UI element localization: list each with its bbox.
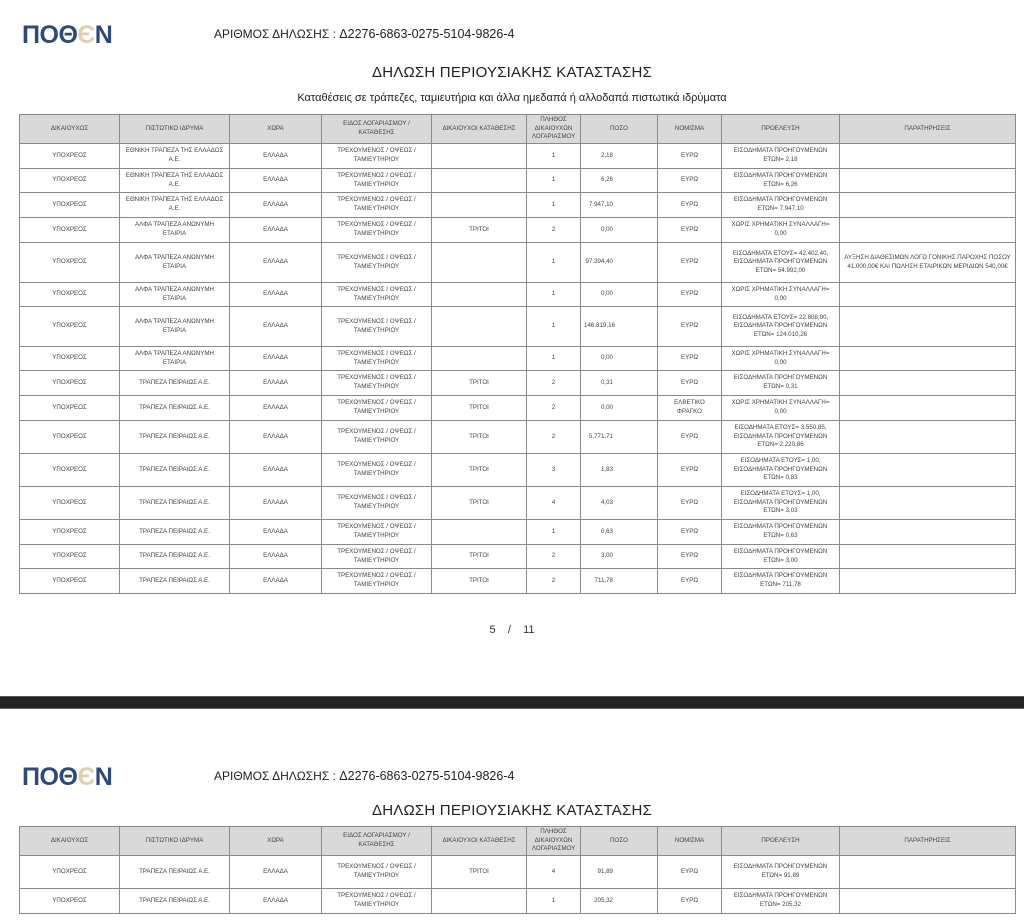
cell-amount: 3,00: [581, 545, 658, 569]
cell-credit-institution: ΑΛΦΑ ΤΡΑΠΕΖΑ ΑΝΩΝΥΜΗ ΕΤΑΙΡΙΑ: [120, 243, 230, 283]
cell-remarks: [840, 545, 1016, 569]
cell-account-type: ΤΡΕΧΟΥΜΕΝΟΣ / ΟΨΕΩΣ / ΤΑΜΙΕΥΤΗΡΙΟΥ: [322, 545, 432, 569]
cell-beneficiaries-count: 2: [527, 421, 581, 454]
table-row: [20, 569, 1016, 594]
pdf-page-6: [0, 709, 1024, 923]
table-row: [20, 520, 1016, 545]
cell-beneficiaries-count: 1: [527, 889, 581, 914]
cell-country: ΕΛΛΑΔΑ: [230, 371, 322, 396]
cell-amount: 0,00: [581, 396, 658, 421]
cell-remarks: [840, 454, 1016, 487]
cell-country: ΕΛΛΑΔΑ: [230, 193, 322, 218]
cell-account-type: ΤΡΕΧΟΥΜΕΝΟΣ / ΟΨΕΩΣ / ΤΑΜΙΕΥΤΗΡΙΟΥ: [322, 889, 432, 914]
declaration-number-line: [214, 27, 514, 41]
cell-account-type: ΤΡΕΧΟΥΜΕΝΟΣ / ΟΨΕΩΣ / ΤΑΜΙΕΥΤΗΡΙΟΥ: [322, 218, 432, 243]
cell-account-type: ΤΡΕΧΟΥΜΕΝΟΣ / ΟΨΕΩΣ / ΤΑΜΙΕΥΤΗΡΙΟΥ: [322, 520, 432, 545]
cell-remarks: [840, 569, 1016, 594]
cell-credit-institution: ΤΡΑΠΕΖΑ ΠΕΙΡΑΙΩΣ Α.Ε.: [120, 487, 230, 520]
cell-country: ΕΛΛΑΔΑ: [230, 856, 322, 889]
column-header-remarks: ΠΑΡΑΤΗΡΗΣΕΙΣ: [840, 827, 1016, 856]
declaration-label: ΑΡΙΘΜΟΣ ΔΗΛΩΣΗΣ :: [214, 769, 336, 783]
cell-beneficiary: ΥΠΟΧΡΕΟΣ: [20, 421, 120, 454]
column-header-beneficiaries-count: ΠΛΗΘΟΣ ΔΙΚΑΙΟΥΧΩΝ ΛΟΓΑΡΙΑΣΜΟΥ: [527, 115, 581, 144]
cell-beneficiary: ΥΠΟΧΡΕΟΣ: [20, 569, 120, 594]
cell-remarks: [840, 193, 1016, 218]
cell-deposit-beneficiaries: ΤΡΙΤΟΙ: [432, 487, 527, 520]
cell-amount: 205,32: [581, 889, 658, 914]
column-header-credit-institution: ΠΙΣΤΩΤΙΚΟ ΙΔΡΥΜΑ: [120, 827, 230, 856]
cell-beneficiary: ΥΠΟΧΡΕΟΣ: [20, 243, 120, 283]
column-header-beneficiary: ΔΙΚΑΙΟΥΧΟΣ: [20, 827, 120, 856]
cell-credit-institution: ΤΡΑΠΕΖΑ ΠΕΙΡΑΙΩΣ Α.Ε.: [120, 520, 230, 545]
table-row: [20, 454, 1016, 487]
cell-amount: 0,00: [581, 218, 658, 243]
cell-amount: 146.819,16: [581, 307, 658, 347]
cell-origin: ΕΙΣΟΔΗΜΑΤΑ ΠΡΟΗΓΟΥΜΕΝΩΝ ΕΤΩΝ= 7.947,10: [722, 193, 840, 218]
column-header-currency: ΝΟΜΙΣΜΑ: [658, 827, 722, 856]
table-row: [20, 889, 1016, 914]
column-header-remarks: ΠΑΡΑΤΗΡΗΣΕΙΣ: [840, 115, 1016, 144]
declaration-number: Δ2276-6863-0275-5104-9826-4: [339, 769, 515, 783]
cell-account-type: ΤΡΕΧΟΥΜΕΝΟΣ / ΟΨΕΩΣ / ΤΑΜΙΕΥΤΗΡΙΟΥ: [322, 371, 432, 396]
cell-country: ΕΛΛΑΔΑ: [230, 218, 322, 243]
cell-remarks: [840, 520, 1016, 545]
cell-account-type: ΤΡΕΧΟΥΜΕΝΟΣ / ΟΨΕΩΣ / ΤΑΜΙΕΥΤΗΡΙΟΥ: [322, 856, 432, 889]
cell-account-type: ΤΡΕΧΟΥΜΕΝΟΣ / ΟΨΕΩΣ / ΤΑΜΙΕΥΤΗΡΙΟΥ: [322, 283, 432, 307]
cell-credit-institution: ΕΘΝΙΚΗ ΤΡΑΠΕΖΑ ΤΗΣ ΕΛΛΑΔΟΣ Α.Ε.: [120, 144, 230, 169]
current-page: 5: [489, 624, 496, 636]
table-row: [20, 396, 1016, 421]
table-header-row: [20, 115, 1016, 144]
cell-amount: 5.771,71: [581, 421, 658, 454]
cell-amount: 2,18: [581, 144, 658, 169]
cell-deposit-beneficiaries: ΤΡΙΤΟΙ: [432, 421, 527, 454]
cell-credit-institution: ΑΛΦΑ ΤΡΑΠΕΖΑ ΑΝΩΝΥΜΗ ΕΤΑΙΡΙΑ: [120, 347, 230, 371]
cell-deposit-beneficiaries: [432, 889, 527, 914]
cell-beneficiary: ΥΠΟΧΡΕΟΣ: [20, 396, 120, 421]
cell-currency: ΕΥΡΩ: [658, 454, 722, 487]
cell-account-type: ΤΡΕΧΟΥΜΕΝΟΣ / ΟΨΕΩΣ / ΤΑΜΙΕΥΤΗΡΙΟΥ: [322, 487, 432, 520]
cell-deposit-beneficiaries: ΤΡΙΤΟΙ: [432, 396, 527, 421]
cell-remarks: [840, 889, 1016, 914]
column-header-beneficiary: ΔΙΚΑΙΟΥΧΟΣ: [20, 115, 120, 144]
cell-deposit-beneficiaries: ΤΡΙΤΟΙ: [432, 218, 527, 243]
column-header-country: ΧΩΡΑ: [230, 115, 322, 144]
cell-origin: ΧΩΡΙΣ ΧΡΗΜΑΤΙΚΗ ΣΥΝΑΛΛΑΓΗ= 0,00: [722, 347, 840, 371]
cell-deposit-beneficiaries: ΤΡΙΤΟΙ: [432, 454, 527, 487]
cell-beneficiary: ΥΠΟΧΡΕΟΣ: [20, 144, 120, 169]
cell-origin: ΕΙΣΟΔΗΜΑΤΑ ΕΤΟΥΣ= 22.808,90, ΕΙΣΟΔΗΜΑΤΑ ΠΡΟΗΓΟΥΜΕΝΩΝ ΕΤΩΝ= 124.010,26: [722, 307, 840, 347]
column-header-origin: ΠΡΟΕΛΕΥΣΗ: [722, 115, 840, 144]
table-row: [20, 144, 1016, 169]
cell-deposit-beneficiaries: [432, 347, 527, 371]
cell-remarks: [840, 218, 1016, 243]
cell-origin: ΕΙΣΟΔΗΜΑΤΑ ΠΡΟΗΓΟΥΜΕΝΩΝ ΕΤΩΝ= 6,26: [722, 169, 840, 193]
cell-origin: ΕΙΣΟΔΗΜΑΤΑ ΠΡΟΗΓΟΥΜΕΝΩΝ ΕΤΩΝ= 3,00: [722, 545, 840, 569]
cell-credit-institution: ΑΛΦΑ ΤΡΑΠΕΖΑ ΑΝΩΝΥΜΗ ΕΤΑΙΡΙΑ: [120, 307, 230, 347]
cell-amount: 711,78: [581, 569, 658, 594]
cell-country: ΕΛΛΑΔΑ: [230, 569, 322, 594]
cell-remarks: [840, 487, 1016, 520]
table-row: [20, 169, 1016, 193]
declaration-label: ΑΡΙΘΜΟΣ ΔΗΛΩΣΗΣ :: [214, 27, 336, 41]
cell-beneficiary: ΥΠΟΧΡΕΟΣ: [20, 856, 120, 889]
cell-amount: 7.947,10: [581, 193, 658, 218]
deposits-table: [19, 826, 1016, 914]
table-row: [20, 856, 1016, 889]
cell-amount: 1,83: [581, 454, 658, 487]
cell-currency: ΕΥΡΩ: [658, 144, 722, 169]
cell-currency: ΕΥΡΩ: [658, 545, 722, 569]
cell-beneficiary: ΥΠΟΧΡΕΟΣ: [20, 347, 120, 371]
cell-credit-institution: ΤΡΑΠΕΖΑ ΠΕΙΡΑΙΩΣ Α.Ε.: [120, 421, 230, 454]
cell-amount: 6,26: [581, 169, 658, 193]
cell-beneficiaries-count: 1: [527, 347, 581, 371]
cell-deposit-beneficiaries: [432, 169, 527, 193]
cell-account-type: ΤΡΕΧΟΥΜΕΝΟΣ / ΟΨΕΩΣ / ΤΑΜΙΕΥΤΗΡΙΟΥ: [322, 347, 432, 371]
cell-origin: ΕΙΣΟΔΗΜΑΤΑ ΕΤΟΥΣ= 42.402,40, ΕΙΣΟΔΗΜΑΤΑ ΠΡΟΗΓΟΥΜΕΝΩΝ ΕΤΩΝ= 54.992,00: [722, 243, 840, 283]
table-row: [20, 193, 1016, 218]
page-break-divider: [0, 696, 1024, 709]
cell-country: ΕΛΛΑΔΑ: [230, 545, 322, 569]
table-row: [20, 243, 1016, 283]
cell-beneficiary: ΥΠΟΧΡΕΟΣ: [20, 545, 120, 569]
cell-beneficiaries-count: 1: [527, 169, 581, 193]
cell-remarks: [840, 169, 1016, 193]
cell-origin: ΕΙΣΟΔΗΜΑΤΑ ΠΡΟΗΓΟΥΜΕΝΩΝ ΕΤΩΝ= 2,18: [722, 144, 840, 169]
cell-deposit-beneficiaries: [432, 307, 527, 347]
cell-origin: ΕΙΣΟΔΗΜΑΤΑ ΕΤΟΥΣ= 1,00, ΕΙΣΟΔΗΜΑΤΑ ΠΡΟΗΓΟΥΜΕΝΩΝ ΕΤΩΝ= 3,03: [722, 487, 840, 520]
table-row: [20, 218, 1016, 243]
cell-beneficiaries-count: 3: [527, 454, 581, 487]
cell-beneficiaries-count: 1: [527, 307, 581, 347]
table-row: [20, 487, 1016, 520]
cell-country: ΕΛΛΑΔΑ: [230, 454, 322, 487]
table-header-row: [20, 827, 1016, 856]
cell-remarks: [840, 283, 1016, 307]
cell-remarks: [840, 396, 1016, 421]
total-pages: 11: [523, 624, 535, 636]
cell-currency: ΕΥΡΩ: [658, 856, 722, 889]
cell-amount: 91,89: [581, 856, 658, 889]
cell-beneficiary: ΥΠΟΧΡΕΟΣ: [20, 169, 120, 193]
column-header-amount: ΠΟΣΟ: [581, 827, 658, 856]
declaration-number-line: [214, 769, 514, 783]
cell-beneficiaries-count: 2: [527, 371, 581, 396]
cell-country: ΕΛΛΑΔΑ: [230, 283, 322, 307]
cell-currency: ΕΥΡΩ: [658, 569, 722, 594]
table-body: [20, 856, 1016, 914]
cell-account-type: ΤΡΕΧΟΥΜΕΝΟΣ / ΟΨΕΩΣ / ΤΑΜΙΕΥΤΗΡΙΟΥ: [322, 144, 432, 169]
column-header-country: ΧΩΡΑ: [230, 827, 322, 856]
cell-beneficiary: ΥΠΟΧΡΕΟΣ: [20, 371, 120, 396]
section-subtitle: Καταθέσεις σε τράπεζες, ταμιευτήρια και άλλα ημεδαπά ή αλλοδαπά πιστωτικά ιδρύματα: [297, 92, 727, 104]
cell-credit-institution: ΤΡΑΠΕΖΑ ΠΕΙΡΑΙΩΣ Α.Ε.: [120, 396, 230, 421]
cell-credit-institution: ΤΡΑΠΕΖΑ ΠΕΙΡΑΙΩΣ Α.Ε.: [120, 856, 230, 889]
table-row: [20, 283, 1016, 307]
cell-origin: ΕΙΣΟΔΗΜΑΤΑ ΠΡΟΗΓΟΥΜΕΝΩΝ ΕΤΩΝ= 0,63: [722, 520, 840, 545]
cell-credit-institution: ΤΡΑΠΕΖΑ ΠΕΙΡΑΙΩΣ Α.Ε.: [120, 454, 230, 487]
cell-beneficiaries-count: 2: [527, 396, 581, 421]
cell-origin: ΕΙΣΟΔΗΜΑΤΑ ΕΤΟΥΣ= 3.550,85, ΕΙΣΟΔΗΜΑΤΑ ΠΡΟΗΓΟΥΜΕΝΩΝ ΕΤΩΝ= 2.220,86: [722, 421, 840, 454]
cell-beneficiary: ΥΠΟΧΡΕΟΣ: [20, 218, 120, 243]
cell-beneficiary: ΥΠΟΧΡΕΟΣ: [20, 193, 120, 218]
cell-amount: 0,31: [581, 371, 658, 396]
cell-beneficiaries-count: 4: [527, 487, 581, 520]
cell-credit-institution: ΑΛΦΑ ΤΡΑΠΕΖΑ ΑΝΩΝΥΜΗ ΕΤΑΙΡΙΑ: [120, 218, 230, 243]
cell-country: ΕΛΛΑΔΑ: [230, 889, 322, 914]
cell-beneficiary: ΥΠΟΧΡΕΟΣ: [20, 520, 120, 545]
cell-origin: ΧΩΡΙΣ ΧΡΗΜΑΤΙΚΗ ΣΥΝΑΛΛΑΓΗ= 0,00: [722, 283, 840, 307]
cell-country: ΕΛΛΑΔΑ: [230, 169, 322, 193]
cell-beneficiaries-count: 2: [527, 545, 581, 569]
cell-remarks: [840, 144, 1016, 169]
cell-account-type: ΤΡΕΧΟΥΜΕΝΟΣ / ΟΨΕΩΣ / ΤΑΜΙΕΥΤΗΡΙΟΥ: [322, 396, 432, 421]
cell-remarks: ΑΥΞΗΣΗ ΔΙΑΘΕΣΙΜΩΝ ΛΟΓΩ ΓΟΝΙΚΗΣ ΠΑΡΟΧΗΣ ΠΟΣΟΥ 41.000,00€ ΚΑΙ ΠΩΛΗΣΗ ΕΤΑΙΡΙΚΩΝ ΜΕΡΙΔΙΩΝ 540,00€: [840, 243, 1016, 283]
table-row: [20, 347, 1016, 371]
cell-currency: ΕΥΡΩ: [658, 421, 722, 454]
table-body: [20, 144, 1016, 594]
cell-beneficiaries-count: 4: [527, 856, 581, 889]
cell-amount: 0,00: [581, 347, 658, 371]
cell-remarks: [840, 421, 1016, 454]
column-header-currency: ΝΟΜΙΣΜΑ: [658, 115, 722, 144]
cell-remarks: [840, 371, 1016, 396]
cell-country: ΕΛΛΑΔΑ: [230, 347, 322, 371]
page-title: ΔΗΛΩΣΗ ΠΕΡΙΟΥΣΙΑΚΗΣ ΚΑΤΑΣΤΑΣΗΣ: [372, 64, 652, 81]
deposits-table: [19, 114, 1016, 594]
cell-deposit-beneficiaries: [432, 144, 527, 169]
cell-amount: 4,03: [581, 487, 658, 520]
cell-country: ΕΛΛΑΔΑ: [230, 487, 322, 520]
cell-deposit-beneficiaries: ΤΡΙΤΟΙ: [432, 545, 527, 569]
cell-credit-institution: ΕΘΝΙΚΗ ΤΡΑΠΕΖΑ ΤΗΣ ΕΛΛΑΔΟΣ Α.Ε.: [120, 193, 230, 218]
column-header-deposit-beneficiaries: ΔΙΚΑΙΟΥΧΟΙ ΚΑΤΑΘΕΣΗΣ: [432, 827, 527, 856]
column-header-amount: ΠΟΣΟ: [581, 115, 658, 144]
cell-beneficiaries-count: 1: [527, 243, 581, 283]
cell-beneficiaries-count: 2: [527, 569, 581, 594]
pothen-logo: ΠΟΘЄΝ: [22, 21, 113, 49]
cell-beneficiary: ΥΠΟΧΡΕΟΣ: [20, 487, 120, 520]
table-row: [20, 545, 1016, 569]
cell-credit-institution: ΤΡΑΠΕΖΑ ΠΕΙΡΑΙΩΣ Α.Ε.: [120, 371, 230, 396]
declaration-number: Δ2276-6863-0275-5104-9826-4: [339, 27, 515, 41]
cell-account-type: ΤΡΕΧΟΥΜΕΝΟΣ / ΟΨΕΩΣ / ΤΑΜΙΕΥΤΗΡΙΟΥ: [322, 454, 432, 487]
cell-origin: ΕΙΣΟΔΗΜΑΤΑ ΠΡΟΗΓΟΥΜΕΝΩΝ ΕΤΩΝ= 91,89: [722, 856, 840, 889]
cell-currency: ΕΥΡΩ: [658, 169, 722, 193]
cell-currency: ΕΥΡΩ: [658, 520, 722, 545]
cell-beneficiaries-count: 2: [527, 218, 581, 243]
cell-deposit-beneficiaries: [432, 283, 527, 307]
cell-beneficiaries-count: 1: [527, 283, 581, 307]
cell-deposit-beneficiaries: ΤΡΙΤΟΙ: [432, 569, 527, 594]
cell-country: ΕΛΛΑΔΑ: [230, 243, 322, 283]
cell-origin: ΧΩΡΙΣ ΧΡΗΜΑΤΙΚΗ ΣΥΝΑΛΛΑΓΗ= 0,00: [722, 218, 840, 243]
cell-amount: 0,63: [581, 520, 658, 545]
cell-beneficiary: ΥΠΟΧΡΕΟΣ: [20, 283, 120, 307]
cell-deposit-beneficiaries: ΤΡΙΤΟΙ: [432, 856, 527, 889]
cell-deposit-beneficiaries: [432, 520, 527, 545]
column-header-deposit-beneficiaries: ΔΙΚΑΙΟΥΧΟΙ ΚΑΤΑΘΕΣΗΣ: [432, 115, 527, 144]
cell-credit-institution: ΤΡΑΠΕΖΑ ΠΕΙΡΑΙΩΣ Α.Ε.: [120, 569, 230, 594]
cell-origin: ΕΙΣΟΔΗΜΑΤΑ ΕΤΟΥΣ= 1,00, ΕΙΣΟΔΗΜΑΤΑ ΠΡΟΗΓΟΥΜΕΝΩΝ ΕΤΩΝ= 0,83: [722, 454, 840, 487]
cell-currency: ΕΥΡΩ: [658, 487, 722, 520]
cell-deposit-beneficiaries: ΤΡΙΤΟΙ: [432, 371, 527, 396]
cell-country: ΕΛΛΑΔΑ: [230, 396, 322, 421]
cell-country: ΕΛΛΑΔΑ: [230, 520, 322, 545]
cell-remarks: [840, 856, 1016, 889]
page-title: ΔΗΛΩΣΗ ΠΕΡΙΟΥΣΙΑΚΗΣ ΚΑΤΑΣΤΑΣΗΣ: [372, 802, 652, 819]
cell-beneficiaries-count: 1: [527, 144, 581, 169]
cell-currency: ΕΥΡΩ: [658, 193, 722, 218]
cell-currency: ΕΥΡΩ: [658, 307, 722, 347]
cell-beneficiaries-count: 1: [527, 193, 581, 218]
cell-account-type: ΤΡΕΧΟΥΜΕΝΟΣ / ΟΨΕΩΣ / ΤΑΜΙΕΥΤΗΡΙΟΥ: [322, 243, 432, 283]
cell-currency: ΕΥΡΩ: [658, 218, 722, 243]
column-header-beneficiaries-count: ΠΛΗΘΟΣ ΔΙΚΑΙΟΥΧΩΝ ΛΟΓΑΡΙΑΣΜΟΥ: [527, 827, 581, 856]
cell-currency: ΕΥΡΩ: [658, 347, 722, 371]
cell-account-type: ΤΡΕΧΟΥΜΕΝΟΣ / ΟΨΕΩΣ / ΤΑΜΙΕΥΤΗΡΙΟΥ: [322, 569, 432, 594]
column-header-origin: ΠΡΟΕΛΕΥΣΗ: [722, 827, 840, 856]
cell-amount: 0,00: [581, 283, 658, 307]
cell-credit-institution: ΑΛΦΑ ΤΡΑΠΕΖΑ ΑΝΩΝΥΜΗ ΕΤΑΙΡΙΑ: [120, 283, 230, 307]
cell-origin: ΕΙΣΟΔΗΜΑΤΑ ΠΡΟΗΓΟΥΜΕΝΩΝ ΕΤΩΝ= 205,32: [722, 889, 840, 914]
cell-credit-institution: ΤΡΑΠΕΖΑ ΠΕΙΡΑΙΩΣ Α.Ε.: [120, 545, 230, 569]
cell-account-type: ΤΡΕΧΟΥΜΕΝΟΣ / ΟΨΕΩΣ / ΤΑΜΙΕΥΤΗΡΙΟΥ: [322, 169, 432, 193]
cell-deposit-beneficiaries: [432, 243, 527, 283]
cell-currency: ΕΥΡΩ: [658, 371, 722, 396]
cell-beneficiary: ΥΠΟΧΡΕΟΣ: [20, 454, 120, 487]
cell-currency: ΕΛΒΕΤΙΚΟ ΦΡΑΓΚΟ: [658, 396, 722, 421]
cell-origin: ΕΙΣΟΔΗΜΑΤΑ ΠΡΟΗΓΟΥΜΕΝΩΝ ΕΤΩΝ= 0,31: [722, 371, 840, 396]
cell-beneficiary: ΥΠΟΧΡΕΟΣ: [20, 889, 120, 914]
table-row: [20, 421, 1016, 454]
cell-country: ΕΛΛΑΔΑ: [230, 421, 322, 454]
cell-remarks: [840, 347, 1016, 371]
column-header-account-type: ΕΙΔΟΣ ΛΟΓΑΡΙΑΣΜΟΥ / ΚΑΤΑΘΕΣΗΣ: [322, 115, 432, 144]
cell-currency: ΕΥΡΩ: [658, 889, 722, 914]
pothen-logo: ΠΟΘЄΝ: [22, 763, 113, 791]
cell-credit-institution: ΤΡΑΠΕΖΑ ΠΕΙΡΑΙΩΣ Α.Ε.: [120, 889, 230, 914]
cell-currency: ΕΥΡΩ: [658, 283, 722, 307]
cell-remarks: [840, 307, 1016, 347]
cell-country: ΕΛΛΑΔΑ: [230, 307, 322, 347]
page-indicator: [0, 624, 1024, 636]
table-row: [20, 371, 1016, 396]
cell-beneficiary: ΥΠΟΧΡΕΟΣ: [20, 307, 120, 347]
table-row: [20, 307, 1016, 347]
page-separator-slash: /: [507, 624, 511, 636]
cell-currency: ΕΥΡΩ: [658, 243, 722, 283]
cell-account-type: ΤΡΕΧΟΥΜΕΝΟΣ / ΟΨΕΩΣ / ΤΑΜΙΕΥΤΗΡΙΟΥ: [322, 421, 432, 454]
column-header-account-type: ΕΙΔΟΣ ΛΟΓΑΡΙΑΣΜΟΥ / ΚΑΤΑΘΕΣΗΣ: [322, 827, 432, 856]
cell-amount: 97.394,40: [581, 243, 658, 283]
cell-country: ΕΛΛΑΔΑ: [230, 144, 322, 169]
column-header-credit-institution: ΠΙΣΤΩΤΙΚΟ ΙΔΡΥΜΑ: [120, 115, 230, 144]
cell-credit-institution: ΕΘΝΙΚΗ ΤΡΑΠΕΖΑ ΤΗΣ ΕΛΛΑΔΟΣ Α.Ε.: [120, 169, 230, 193]
cell-beneficiaries-count: 1: [527, 520, 581, 545]
cell-account-type: ΤΡΕΧΟΥΜΕΝΟΣ / ΟΨΕΩΣ / ΤΑΜΙΕΥΤΗΡΙΟΥ: [322, 193, 432, 218]
cell-origin: ΕΙΣΟΔΗΜΑΤΑ ΠΡΟΗΓΟΥΜΕΝΩΝ ΕΤΩΝ= 711,78: [722, 569, 840, 594]
cell-deposit-beneficiaries: [432, 193, 527, 218]
cell-account-type: ΤΡΕΧΟΥΜΕΝΟΣ / ΟΨΕΩΣ / ΤΑΜΙΕΥΤΗΡΙΟΥ: [322, 307, 432, 347]
cell-origin: ΧΩΡΙΣ ΧΡΗΜΑΤΙΚΗ ΣΥΝΑΛΛΑΓΗ= 0,00: [722, 396, 840, 421]
